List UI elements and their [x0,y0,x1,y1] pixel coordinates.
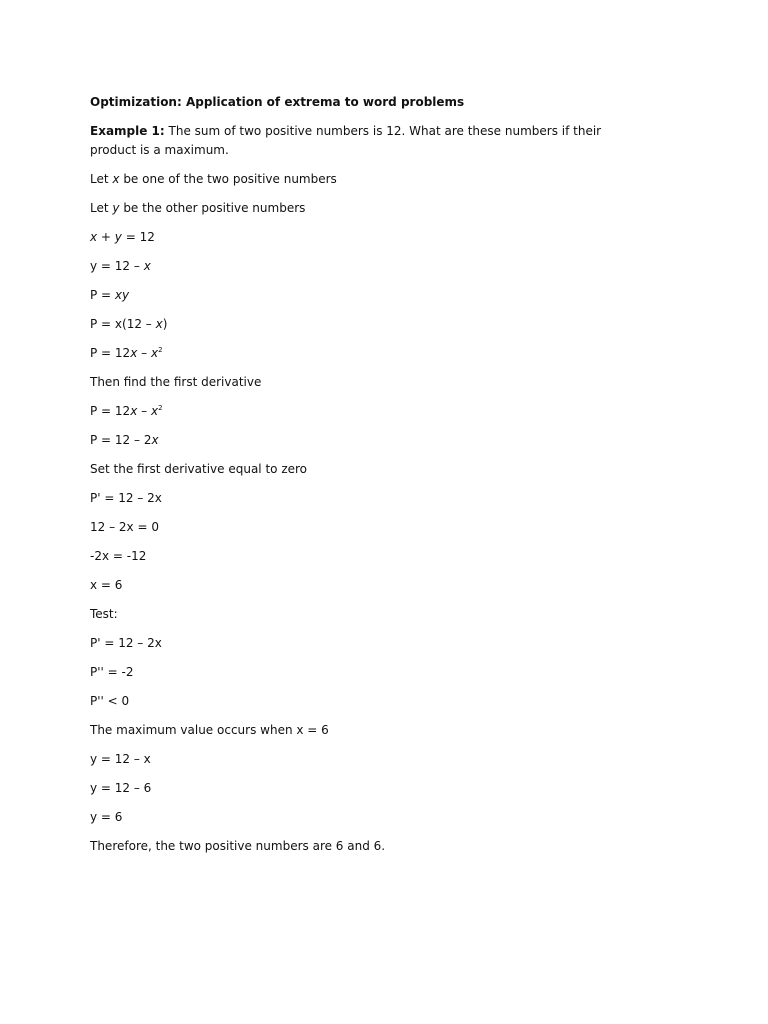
let-x-a: Let [90,172,113,186]
example-text: The sum of two positive numbers is 12. What are these numbers if their product is a maximum. [90,124,605,157]
step-line: P'' = -2 [90,665,134,679]
eq-p4-minus: – [137,404,151,418]
example-label: Example 1: [90,124,165,138]
eq-p2-a: P = x(12 – [90,317,156,331]
eq-p4-x: x [130,404,138,418]
step-line: 12 – 2x = 0 [90,520,159,534]
step-line: -2x = -12 [90,549,147,563]
eq-p3-x2: x [150,346,159,360]
equation-y [90,257,650,276]
eq-p5-x: x [151,433,159,447]
step-line: P' = 12 – 2x [90,491,162,505]
eq-p4-exponent: 2 [158,404,163,412]
document-title: Optimization: Application of extrema to word problems [90,95,465,109]
eq-p2-x: x [155,317,163,331]
equation-derivative [90,431,650,450]
step-line: Test: [90,607,118,621]
equation-product-expanded [90,344,650,363]
step-line: The maximum value occurs when x = 6 [90,723,329,737]
eq-p1-xy: xy [114,288,130,302]
equation-product-repeat [90,402,650,421]
equation-product [90,286,650,305]
eq-p3-exponent: 2 [158,346,163,354]
eq-sum-y: y [114,230,122,244]
step-line: y = 12 – 6 [90,781,152,795]
step-line: P'' < 0 [90,694,130,708]
let-y-c: be the other positive numbers [119,201,306,215]
let-x-line [90,170,650,189]
eq-sum-plus: + [97,230,115,244]
eq-p3-minus: – [137,346,151,360]
let-y-var: y [112,201,120,215]
let-x-var: x [112,172,120,186]
first-derivative-instruction: Then find the first derivative [90,375,262,389]
set-zero-instruction: Set the first derivative equal to zero [90,462,308,476]
step-line: P' = 12 – 2x [90,636,162,650]
eq-p4-x2: x [150,404,159,418]
equation-product-substituted [90,315,650,334]
eq-p4-a: P = 12 [90,404,131,418]
document-body [90,93,650,866]
conclusion-line: Therefore, the two positive numbers are 6 and 6. [90,839,386,853]
step-line: y = 6 [90,810,123,824]
eq-p3-a: P = 12 [90,346,131,360]
eq-p2-c: ) [162,317,168,331]
step-line: x = 6 [90,578,123,592]
equation-sum [90,228,650,247]
eq-y-a: y = 12 – [90,259,144,273]
let-y-a: Let [90,201,113,215]
step-line: y = 12 – x [90,752,151,766]
eq-p1-a: P = [90,288,115,302]
example-statement [90,122,650,160]
let-x-c: be one of the two positive numbers [119,172,337,186]
let-y-line [90,199,650,218]
eq-sum-x: x [90,230,98,244]
eq-p5-a: P = 12 – 2 [90,433,152,447]
eq-p3-x: x [130,346,138,360]
eq-y-x: x [143,259,151,273]
eq-sum-rest: = 12 [121,230,155,244]
